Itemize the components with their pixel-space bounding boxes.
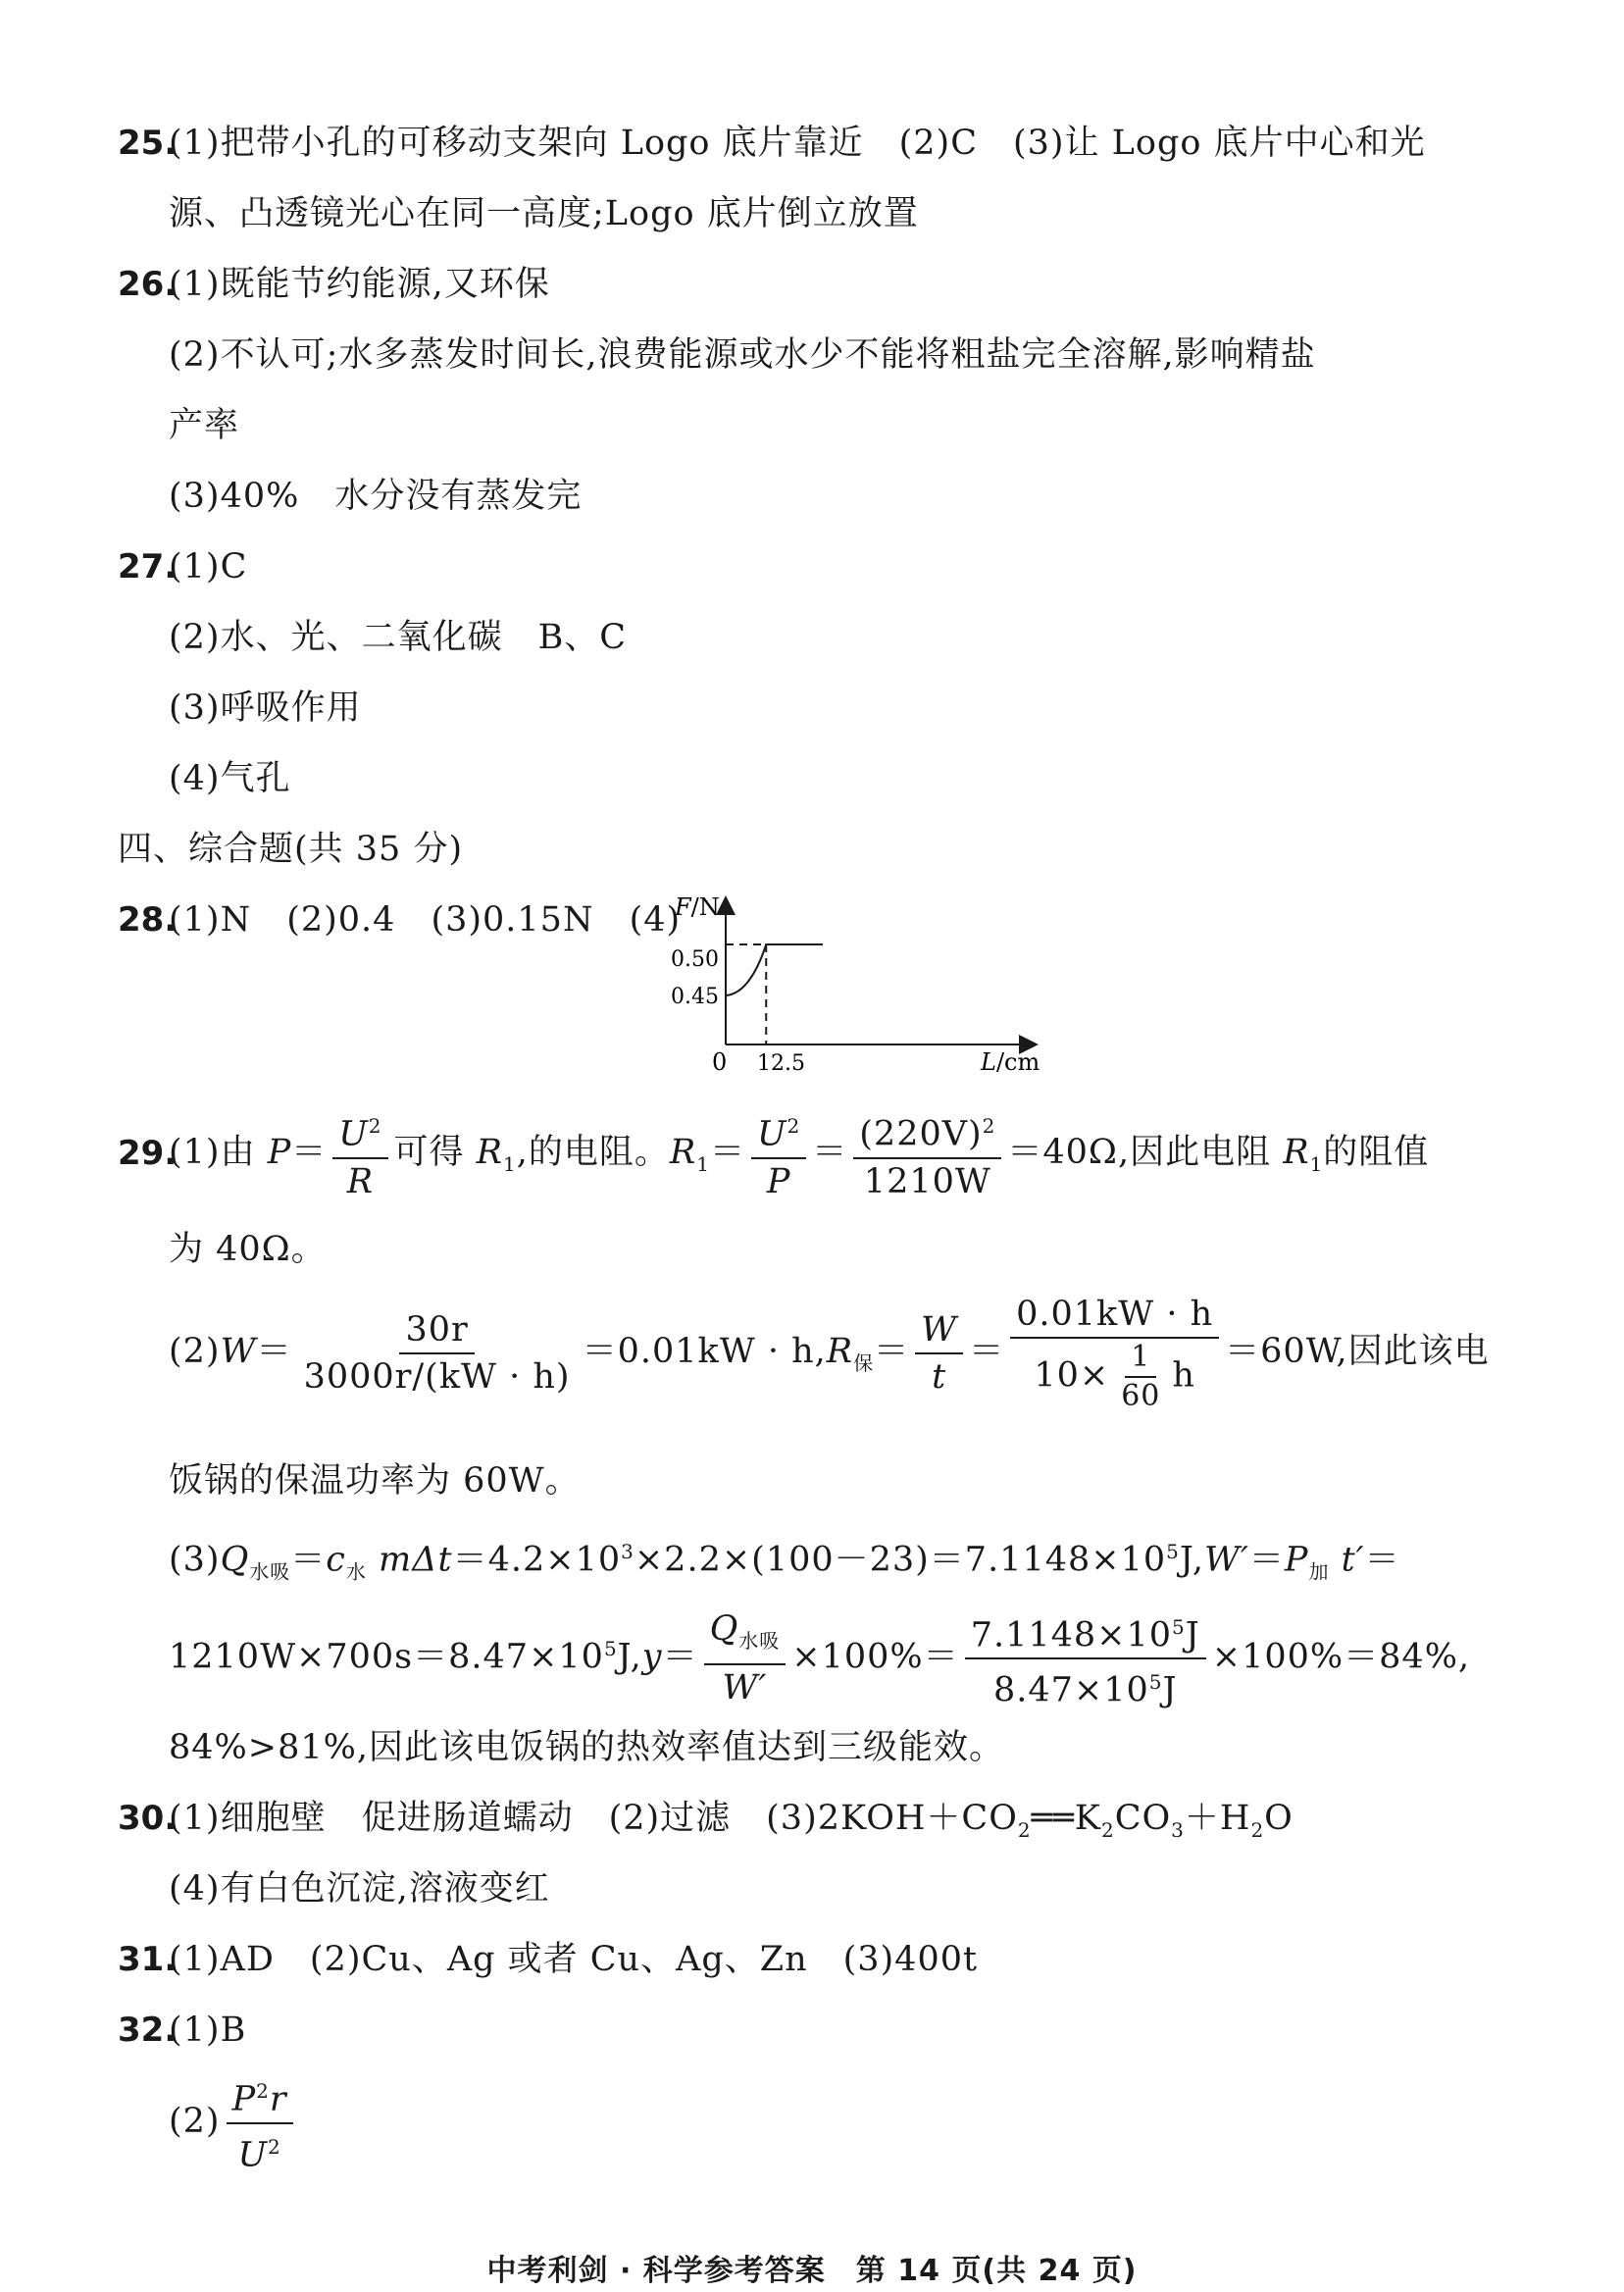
question-number-25: 25. xyxy=(118,124,178,163)
q30-line-1: (1)细胞壁 促进肠道蠕动 (2)过滤 $(3)2KOH+CO_2══K_2CO_3+H_2O$ xyxy=(169,1799,1294,1842)
q28-answers: (1)N (2)0.4 (3)0.15N (4) xyxy=(169,900,682,940)
question-number-27: 27. xyxy=(118,547,178,586)
q27-answer-3: (3)呼吸作用 xyxy=(169,688,362,728)
graph-curve xyxy=(726,944,823,995)
graph-y-tick-low: 0.45 xyxy=(671,985,719,1009)
q26-answer-1: (1)既能节约能源,又环保 xyxy=(169,265,550,304)
q29-part-3-line-1: $(3)Q_{水吸}=c_水$ $m\Delta t=4.2\times 10^3\times 2.2\times(100-23)=7.1148\times 10^5J,W'=P_加$ t′＝ xyxy=(169,1540,1400,1584)
q27-answer-1: (1)C xyxy=(169,547,248,586)
q27-answer-4: (4)气孔 xyxy=(169,759,291,798)
graph-x-tick-label: 12.5 xyxy=(757,1051,805,1076)
q28-force-length-graph xyxy=(657,888,1069,1084)
question-number-31: 31. xyxy=(118,1940,178,1979)
q29-part-1-line-2: 为 40Ω。 xyxy=(169,1230,327,1269)
q25-line-2: 源、凸透镜光心在同一高度;Logo 底片倒立放置 xyxy=(169,194,919,233)
graph-y-tick-high: 0.50 xyxy=(671,947,719,972)
q29-part-3-line-3: 84%>81%,因此该电饭锅的热效率值达到三级能效。 xyxy=(169,1728,1005,1767)
q32-answer-2: (2) $\frac{P^2r}{U^2}$ xyxy=(169,2067,299,2175)
reaction-equals-sign: ══ xyxy=(1031,1799,1075,1838)
question-number-30: 30. xyxy=(118,1799,178,1838)
q27-answer-2: (2)水、光、二氧化碳 B、C xyxy=(169,618,628,657)
question-number-29: 29. xyxy=(118,1134,178,1173)
q29-part-2-line-2: 饭锅的保温功率为 60W。 xyxy=(169,1461,581,1501)
graph-y-label: F/N xyxy=(675,893,720,921)
graph-x-label: L/cm xyxy=(981,1048,1040,1076)
question-number-26: 26. xyxy=(118,265,178,304)
section-heading: 四、综合题(共 35 分) xyxy=(118,830,464,869)
q32-answer-1: (1)B xyxy=(169,2011,247,2050)
q29-part-3-line-2: $1210W\times 700s=8.47\times 10^5J,y=$ $\frac{Q_{水吸}}{W'}$ ×100%＝ $\frac{7.1148\times 10^5J}{8.47\times 10^5J}$ ×100%＝84%, xyxy=(169,1609,1471,1710)
q26-answer-3: (3)40% 水分没有蒸发完 xyxy=(169,477,583,516)
question-number-32: 32. xyxy=(118,2011,178,2050)
question-number-28: 28. xyxy=(118,900,178,940)
q29-part-1-line-1: (1)由 P＝ $\frac{U^2}{R}$ 可得 $R_1$,的电阻。$R_1=$ $\frac{U^2}{P}$ ＝ $\frac{(220V)^2}{1210W}$ ＝40Ω,因此电阻 $R_1$的阻值 xyxy=(169,1098,1429,1206)
q29-part-2-line-1: (2)W＝ $\frac{30r}{3000r/(kW \cdot h)}$ $=0.01kW \cdot h,R_保=$ $\frac{W}{t}$ ＝ 0.01kW · h 10× $\frac{1}{60}$ h ＝60W,因此该电 xyxy=(169,1294,1490,1413)
graph-origin-label: 0 xyxy=(712,1048,728,1076)
q25-line-1: (1)把带小孔的可移动支架向 Logo 底片靠近 (2)C (3)让 Logo 底片中心和光 xyxy=(169,124,1426,163)
q30-answer-4: (4)有白色沉淀,溶液变红 xyxy=(169,1869,550,1909)
q31-answers: (1)AD (2)Cu、Ag 或者 Cu、Ag、Zn (3)400t xyxy=(169,1940,979,1979)
q26-answer-2-line-1: (2)不认可;水多蒸发时间长,浪费能源或水少不能将粗盐完全溶解,影响精盐 xyxy=(169,335,1316,375)
q26-answer-2-line-2: 产率 xyxy=(169,406,240,445)
page-footer: 中考利剑 · 科学参考答案 第 14 页(共 24 页) xyxy=(486,2254,1138,2288)
